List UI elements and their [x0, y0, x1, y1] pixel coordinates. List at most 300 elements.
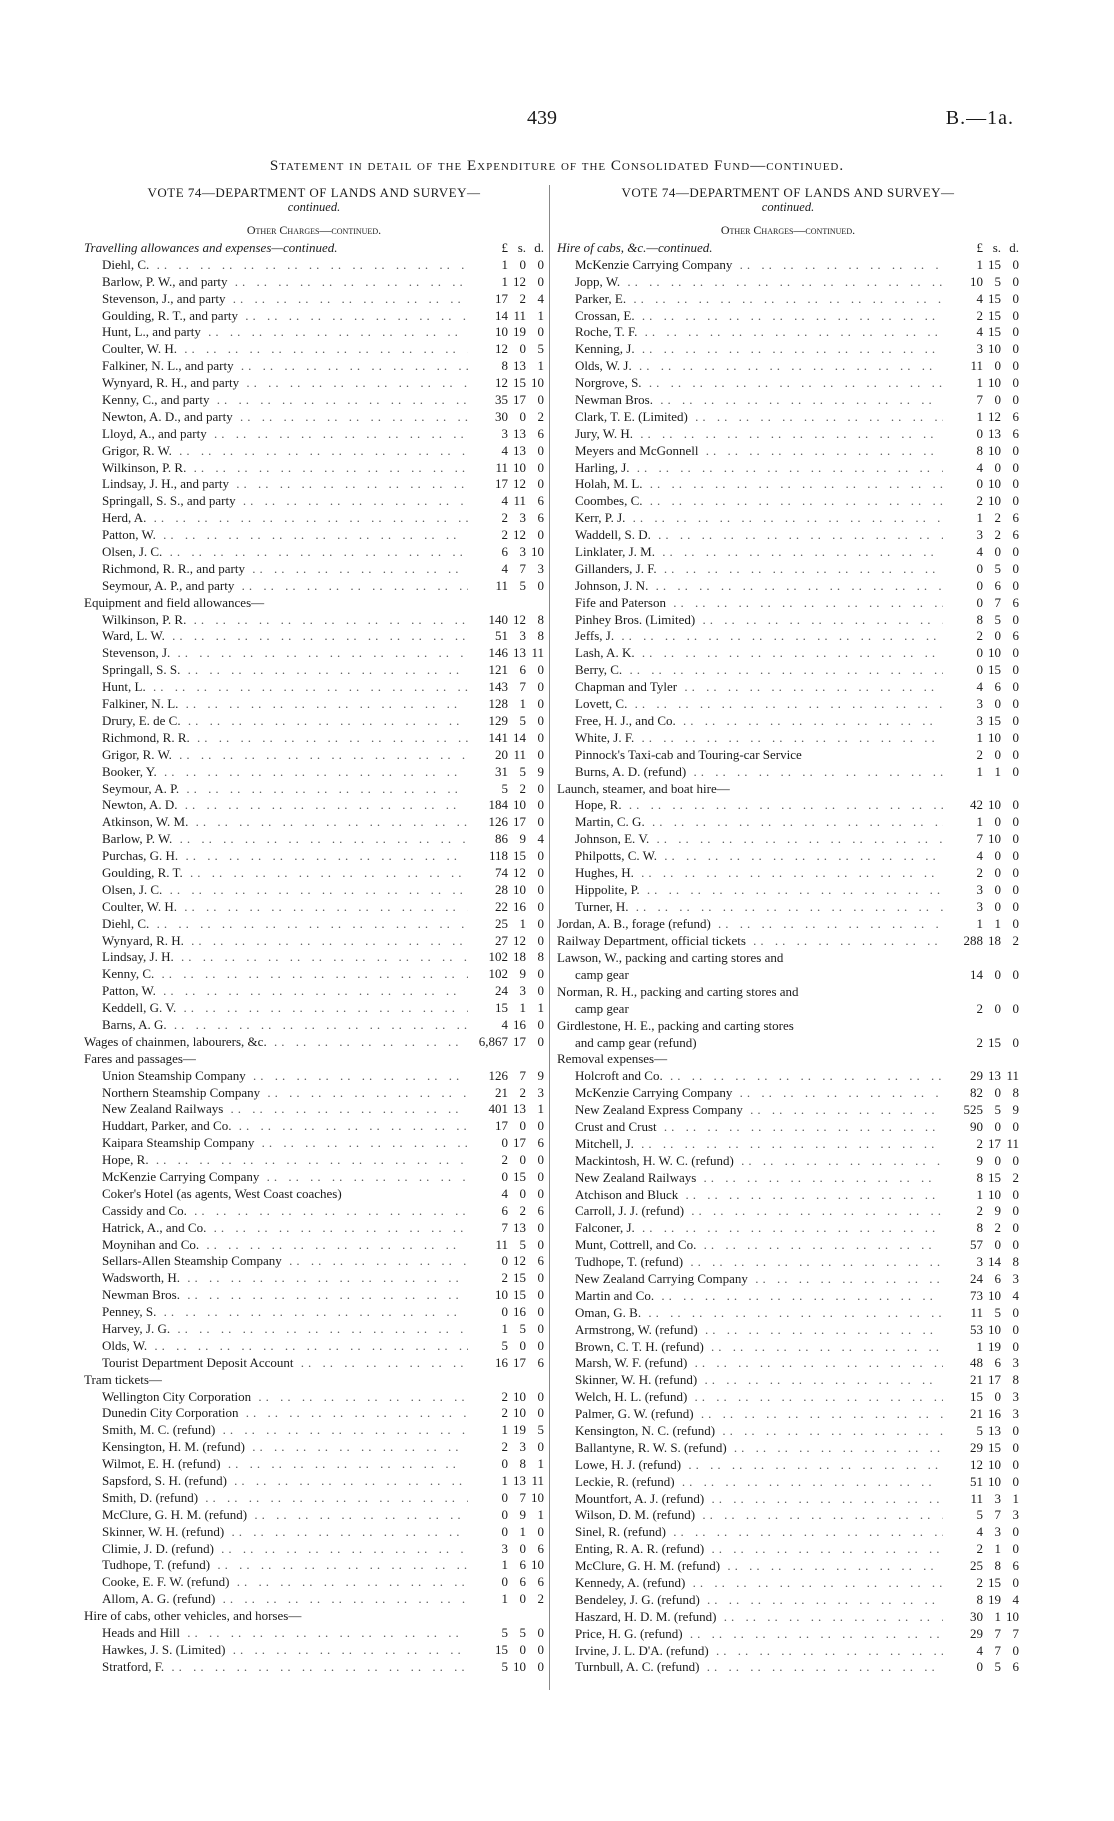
pounds-value: 10 — [970, 273, 983, 289]
pence-value: 0 — [537, 729, 544, 745]
payee-name: Hope, R. .. .. — [84, 1152, 468, 1169]
pence-value: 9 — [1012, 1102, 1019, 1118]
pounds-value: 3 — [976, 898, 983, 914]
amount — [468, 1389, 544, 1406]
pounds-value: 14 — [970, 967, 983, 983]
payee-name: Stevenson, J., and party .. .. — [84, 291, 468, 308]
ledger-row — [557, 645, 1019, 662]
shillings-value: 11 — [513, 746, 526, 762]
pence-value: 3 — [537, 1084, 544, 1100]
payee-name: Haszard, H. D. M. (refund) .. .. — [557, 1609, 943, 1626]
ledger-row — [84, 764, 544, 781]
ledger-row — [84, 781, 544, 798]
payee-name-continuation: camp gear — [575, 1001, 629, 1017]
shillings-value: 6 — [994, 1355, 1001, 1371]
pence-value: 8 — [537, 611, 544, 627]
pounds-value: 30 — [495, 408, 508, 424]
ledger-row — [557, 291, 1019, 308]
ledger-row — [557, 1102, 1019, 1119]
pence-value: 9 — [537, 763, 544, 779]
payee-name: Marsh, W. F. (refund) .. .. — [557, 1355, 943, 1372]
amount — [943, 291, 1019, 308]
amount — [943, 679, 1019, 696]
ledger-row — [84, 1017, 544, 1034]
ledger-row — [557, 1423, 1019, 1440]
amount — [943, 662, 1019, 679]
shillings-value: 0 — [519, 341, 526, 357]
pounds-value: 7 — [976, 392, 983, 408]
ledger-row — [84, 291, 544, 308]
pence-value: 0 — [1012, 1152, 1019, 1168]
amount — [943, 916, 1019, 933]
payee-name: Enting, R. A. R. (refund) .. .. — [557, 1541, 943, 1558]
shillings-value: 15 — [988, 662, 1001, 678]
pounds-value: 1 — [976, 814, 983, 830]
ledger-row — [84, 662, 544, 679]
pounds-value: 4 — [976, 1524, 983, 1540]
ledger-row — [84, 308, 544, 325]
payee-name: Smith, M. C. (refund) .. .. — [84, 1422, 468, 1439]
payee-name: Hatrick, A., and Co. .. .. — [84, 1220, 468, 1237]
pounds-value: 28 — [495, 881, 508, 897]
amount — [943, 882, 1019, 899]
amount — [943, 1643, 1019, 1660]
amount — [468, 1524, 544, 1541]
amount — [468, 291, 544, 308]
pounds-value: 4 — [976, 290, 983, 306]
pence-value: 5 — [537, 1422, 544, 1438]
pence-value: 0 — [1012, 712, 1019, 728]
pounds-value: 4 — [501, 493, 508, 509]
ledger-row — [557, 848, 1019, 865]
pounds-value: 11 — [970, 358, 983, 374]
pounds-value: 31 — [495, 763, 508, 779]
pounds-value: 3 — [976, 696, 983, 712]
pence-value: 0 — [1012, 1203, 1019, 1219]
amount — [468, 1304, 544, 1321]
ledger-row — [84, 713, 544, 730]
pence-value: 0 — [1012, 459, 1019, 475]
pence-value: 8 — [537, 949, 544, 965]
ledger-row — [557, 1305, 1019, 1322]
shillings-value: 3 — [994, 1524, 1001, 1540]
payee-name: Diehl, C. .. .. — [84, 257, 468, 274]
group-heading: Hire of cabs, &c.—continued. — [557, 240, 713, 255]
amount — [468, 696, 544, 713]
payee-name: Philpotts, C. W. .. .. — [557, 848, 943, 865]
shillings-value: 10 — [513, 1405, 526, 1421]
pounds-value: 0 — [976, 662, 983, 678]
amount — [468, 1625, 544, 1642]
pounds-value: 0 — [976, 645, 983, 661]
pence-value: 2 — [537, 1591, 544, 1607]
pounds-value: 5 — [976, 1507, 983, 1523]
amount — [468, 1355, 544, 1372]
pence-value: 11 — [531, 645, 544, 661]
shillings-value: 1 — [994, 1541, 1001, 1557]
amount — [943, 595, 1019, 612]
ledger-row — [557, 274, 1019, 291]
payee-name: Irvine, J. L. D'A. (refund) .. .. — [557, 1643, 943, 1660]
shillings-value: 0 — [994, 1085, 1001, 1101]
ledger-row — [84, 612, 544, 629]
pence-value: 11 — [1006, 1068, 1019, 1084]
pounds-value: 4 — [501, 1016, 508, 1032]
payee-name: Hughes, H. .. .. — [557, 865, 943, 882]
ledger-row — [557, 814, 1019, 831]
ledger-row — [557, 1153, 1019, 1170]
pence-value: 3 — [1012, 1406, 1019, 1422]
payee-name: Waddell, S. D. .. .. — [557, 527, 943, 544]
shillings-value: 10 — [988, 729, 1001, 745]
pounds-value: 14 — [495, 307, 508, 323]
group-heading: Hire of cabs, other vehicles, and horses— — [84, 1608, 302, 1624]
pounds-value: 6,867 — [478, 1033, 508, 1049]
ledger-row — [557, 1322, 1019, 1339]
payee-name: Parker, E. .. .. — [557, 291, 943, 308]
shillings-value: 5 — [519, 1625, 526, 1641]
amount — [943, 578, 1019, 595]
ledger-row — [84, 983, 544, 1000]
ledger-row — [84, 1625, 544, 1642]
pence-value: 0 — [1012, 273, 1019, 289]
pounds-value: 1 — [976, 375, 983, 391]
ledger-row — [557, 1372, 1019, 1389]
ledger-row — [84, 966, 544, 983]
payee-name: Leckie, R. (refund) .. .. — [557, 1474, 943, 1491]
pounds-value: 128 — [488, 696, 508, 712]
shillings-value: 7 — [519, 1489, 526, 1505]
amount — [943, 1626, 1019, 1643]
amount — [468, 1101, 544, 1118]
pence-value: 0 — [1012, 746, 1019, 762]
payee-name: Munt, Cottrell, and Co. .. .. — [557, 1237, 943, 1254]
pounds-value: 0 — [501, 1489, 508, 1505]
pence-value: 6 — [1012, 1558, 1019, 1574]
pence-value: 2 — [1012, 932, 1019, 948]
pence-value: 8 — [1012, 1372, 1019, 1388]
ledger-row — [84, 1490, 544, 1507]
payee-name: Burns, A. D. (refund) .. .. — [557, 764, 943, 781]
shillings-value: 10 — [988, 1473, 1001, 1489]
pounds-value: 6 — [501, 1202, 508, 1218]
amount — [943, 797, 1019, 814]
shillings-value: 10 — [988, 831, 1001, 847]
shillings-value: 7 — [519, 679, 526, 695]
pence-value: 0 — [537, 864, 544, 880]
pence-value: 0 — [537, 1270, 544, 1286]
payee-name: McKenzie Carrying Company .. .. — [557, 1085, 943, 1102]
pence-value: 0 — [537, 1236, 544, 1252]
ledger-row — [84, 899, 544, 916]
shillings-value: 13 — [988, 1068, 1001, 1084]
statement-title: Statement in detail of the Expenditure of the Consolidated Fund—continued. — [269, 158, 845, 174]
amount — [943, 1575, 1019, 1592]
shillings-value: 12 — [513, 611, 526, 627]
payee-name: Olds, W. J. .. .. — [557, 358, 943, 375]
amount — [943, 1372, 1019, 1389]
pounds-value: 118 — [488, 848, 508, 864]
payee-name: New Zealand Railways .. .. — [84, 1101, 468, 1118]
amount — [468, 949, 544, 966]
shillings-value: 12 — [513, 527, 526, 543]
amount — [468, 257, 544, 274]
payee-name: Mountfort, A. J. (refund) .. .. — [557, 1491, 943, 1508]
shillings-value: 2 — [519, 780, 526, 796]
shillings-value: 15 — [513, 1287, 526, 1303]
pounds-value: 5 — [501, 1658, 508, 1674]
payee-name: Newman Bros. .. .. — [557, 392, 943, 409]
ledger-row — [84, 1659, 544, 1676]
payee-name: Allom, A. G. (refund) .. .. — [84, 1591, 468, 1608]
amount — [468, 1203, 544, 1220]
pounds-value: 5 — [501, 1337, 508, 1353]
pounds-value: 11 — [970, 1304, 983, 1320]
pounds-value: 126 — [488, 814, 508, 830]
pounds-value: 1 — [501, 1422, 508, 1438]
amount — [468, 1118, 544, 1135]
pounds-value: 3 — [501, 425, 508, 441]
pounds-value: 121 — [488, 662, 508, 678]
group-heading: Equipment and field allowances— — [84, 594, 265, 610]
section-heading: Other Charges—continued. — [246, 223, 382, 237]
amount — [468, 848, 544, 865]
pounds-value: 1 — [976, 1338, 983, 1354]
amount — [468, 1186, 544, 1203]
shillings-value: 0 — [994, 967, 1001, 983]
ledger-row — [84, 865, 544, 882]
amount — [943, 1474, 1019, 1491]
pence-value: 0 — [1012, 1304, 1019, 1320]
payee-name: Smith, D. (refund) .. .. — [84, 1490, 468, 1507]
payee-name: Oman, G. B. .. .. — [557, 1305, 943, 1322]
ledger-row — [84, 1135, 544, 1152]
pounds-value: 17 — [495, 476, 508, 492]
shillings-value: 0 — [994, 1118, 1001, 1134]
pounds-value: 51 — [970, 1473, 983, 1489]
ledger-row — [557, 628, 1019, 645]
group-heading-row — [557, 781, 1019, 798]
shillings-value: 10 — [988, 1456, 1001, 1472]
payee-name: Falkiner, N. L., and party .. .. — [84, 358, 468, 375]
amount — [468, 916, 544, 933]
payee-name: Hope, R. .. .. — [557, 797, 943, 814]
shillings-value: 15 — [513, 375, 526, 391]
payee-name: Mackintosh, H. W. C. (refund) .. .. — [557, 1153, 943, 1170]
payee-name: Coulter, W. H. .. .. — [84, 899, 468, 916]
pence-value: 0 — [537, 797, 544, 813]
shillings-value: 10 — [988, 375, 1001, 391]
pounds-value: 1 — [501, 1557, 508, 1573]
shillings-value: 3 — [519, 510, 526, 526]
amount — [943, 460, 1019, 477]
pounds-value: 184 — [488, 797, 508, 813]
pence-value: 0 — [1012, 1423, 1019, 1438]
shillings-value: 6 — [519, 1557, 526, 1573]
payee-name: Cassidy and Co. .. .. — [84, 1203, 468, 1220]
shillings-value: 0 — [519, 1591, 526, 1607]
pounds-value: 9 — [976, 1152, 983, 1168]
payee-name: Richmond, R. R., and party .. .. — [84, 561, 468, 578]
pounds-value: 0 — [501, 1304, 508, 1320]
payee-name: White, J. F. .. .. — [557, 730, 943, 747]
payee-name: Johnson, E. V. .. .. — [557, 831, 943, 848]
payee-name: Springall, S. S. .. .. — [84, 662, 468, 679]
shillings-value: 5 — [994, 273, 1001, 289]
pence-value: 10 — [531, 1557, 544, 1573]
pounds-value: 4 — [976, 848, 983, 864]
payee-name: Norgrove, S. .. .. — [557, 375, 943, 392]
shillings-value: 13 — [513, 442, 526, 458]
shillings-value: 5 — [519, 763, 526, 779]
ledger-row — [557, 460, 1019, 477]
pounds-value: 0 — [501, 1523, 508, 1539]
pounds-value: 48 — [970, 1355, 983, 1371]
pence-value: 10 — [531, 375, 544, 391]
shillings-value: 19 — [988, 1591, 1001, 1607]
ledger-row — [557, 933, 1019, 950]
pence-value: 6 — [537, 493, 544, 509]
shillings-value: 8 — [994, 1558, 1001, 1574]
payee-name: Jeffs, J. .. .. — [557, 628, 943, 645]
ledger-row — [84, 814, 544, 831]
shillings-value: 0 — [519, 1185, 526, 1201]
payee-name: Herd, A. .. .. — [84, 510, 468, 527]
pence-value: 0 — [1012, 967, 1019, 983]
payee-name: Olsen, J. C. .. .. — [84, 544, 468, 561]
amount — [943, 1659, 1019, 1676]
ledger-row — [84, 510, 544, 527]
payee-name: Penney, S. .. .. — [84, 1304, 468, 1321]
ledger-row — [84, 324, 544, 341]
shillings-value: 1 — [994, 763, 1001, 779]
payee-name: Roche, T. F. .. .. — [557, 324, 943, 341]
pounds-value: 53 — [970, 1321, 983, 1337]
pounds-value: 129 — [488, 712, 508, 728]
payee-name: Price, H. G. (refund) .. .. — [557, 1626, 943, 1643]
pence-value: 0 — [1012, 898, 1019, 914]
pounds-value: 146 — [488, 645, 508, 661]
pence-value: 0 — [1012, 442, 1019, 458]
shillings-header: s. — [992, 240, 1001, 255]
pounds-value: 15 — [970, 1389, 983, 1405]
ledger-row — [557, 1017, 1019, 1051]
shillings-value: 9 — [519, 1506, 526, 1522]
pence-value: 0 — [537, 1658, 544, 1674]
vote-heading-continued: continued. — [287, 200, 341, 214]
shillings-value: 1 — [519, 696, 526, 712]
amount — [943, 1491, 1019, 1508]
payee-name: Ballantyne, R. W. S. (refund) .. .. — [557, 1440, 943, 1457]
payee-name: Diehl, C. .. .. — [84, 916, 468, 933]
ledger-row — [84, 476, 544, 493]
amount — [468, 375, 544, 392]
payee-name: Kerr, P. J. .. .. — [557, 510, 943, 527]
pounds-value: 8 — [976, 1220, 983, 1236]
payee-name: Wynyard, R. H., and party .. .. — [84, 375, 468, 392]
pounds-value: 21 — [970, 1406, 983, 1422]
shillings-value: 12 — [513, 864, 526, 880]
pence-value: 0 — [537, 898, 544, 914]
payee-name: Armstrong, W. (refund) .. .. — [557, 1322, 943, 1339]
shillings-value: 5 — [994, 1659, 1001, 1675]
payee-name: Wilkinson, P. R. .. .. — [84, 460, 468, 477]
pounds-header: £ — [501, 240, 508, 255]
amount — [943, 1170, 1019, 1187]
amount — [468, 1017, 544, 1034]
amount — [943, 628, 1019, 645]
amount — [943, 1355, 1019, 1372]
pence-value: 4 — [537, 290, 544, 306]
pounds-value: 1 — [501, 1473, 508, 1489]
ledger-row — [557, 1643, 1019, 1660]
pounds-value: 21 — [970, 1372, 983, 1388]
payee-name: Wilson, D. M. (refund) .. .. — [557, 1507, 943, 1524]
pounds-value: 7 — [976, 831, 983, 847]
payee-name: Kennedy, A. (refund) .. .. — [557, 1575, 943, 1592]
shillings-value: 3 — [994, 1490, 1001, 1506]
shillings-value: 17 — [513, 1135, 526, 1151]
pence-value: 0 — [1012, 696, 1019, 712]
shillings-value: 15 — [988, 324, 1001, 340]
amount — [468, 1456, 544, 1473]
payee-name: Coker's Hotel (as agents, West Coast coaches) — [102, 1185, 342, 1201]
shillings-value: 6 — [994, 577, 1001, 593]
amount — [468, 612, 544, 629]
amount — [943, 1068, 1019, 1085]
payee-name: Purchas, G. H. .. .. — [84, 848, 468, 865]
ledger-row — [84, 1270, 544, 1287]
amount — [943, 1034, 1019, 1051]
amount — [943, 1541, 1019, 1558]
pounds-value: 2 — [501, 510, 508, 526]
pence-value: 0 — [537, 324, 544, 340]
pounds-value: 24 — [495, 983, 508, 999]
payee-name-continuation: camp gear — [575, 967, 629, 983]
payee-name: Railway Department, official tickets .. .. — [557, 933, 943, 950]
amount — [468, 443, 544, 460]
shillings-value: 18 — [988, 932, 1001, 948]
shillings-value: 0 — [519, 1118, 526, 1134]
column-divider — [549, 185, 550, 1690]
pounds-value: 126 — [488, 1067, 508, 1083]
group-heading-row — [557, 1051, 1019, 1068]
payee-name: Martin and Co. .. .. — [557, 1288, 943, 1305]
pence-value: 0 — [1012, 307, 1019, 323]
shillings-value: 10 — [988, 341, 1001, 357]
payee-name: Turnbull, A. C. (refund) .. .. — [557, 1659, 943, 1676]
payee-name: Seymour, A. P. .. .. — [84, 781, 468, 798]
pence-value: 0 — [537, 814, 544, 830]
payee-name: McClure, G. H. M. (refund) .. .. — [84, 1507, 468, 1524]
payee-name: Clark, T. E. (Limited) .. .. — [557, 409, 943, 426]
pence-value: 0 — [537, 256, 544, 272]
pence-value: 0 — [537, 746, 544, 762]
pence-value: 0 — [537, 696, 544, 712]
pence-value: 1 — [537, 1456, 544, 1472]
amount — [943, 1085, 1019, 1102]
amount — [468, 628, 544, 645]
payee-name: Wilkinson, P. R. .. .. — [84, 612, 468, 629]
pounds-value: 2 — [976, 1203, 983, 1219]
shillings-value: 5 — [994, 611, 1001, 627]
ledger-row — [84, 747, 544, 764]
ledger-row — [557, 510, 1019, 527]
shillings-value: 10 — [988, 476, 1001, 492]
shillings-value: 0 — [519, 408, 526, 424]
amount-empty — [943, 781, 1019, 798]
shillings-value: 13 — [988, 425, 1001, 441]
